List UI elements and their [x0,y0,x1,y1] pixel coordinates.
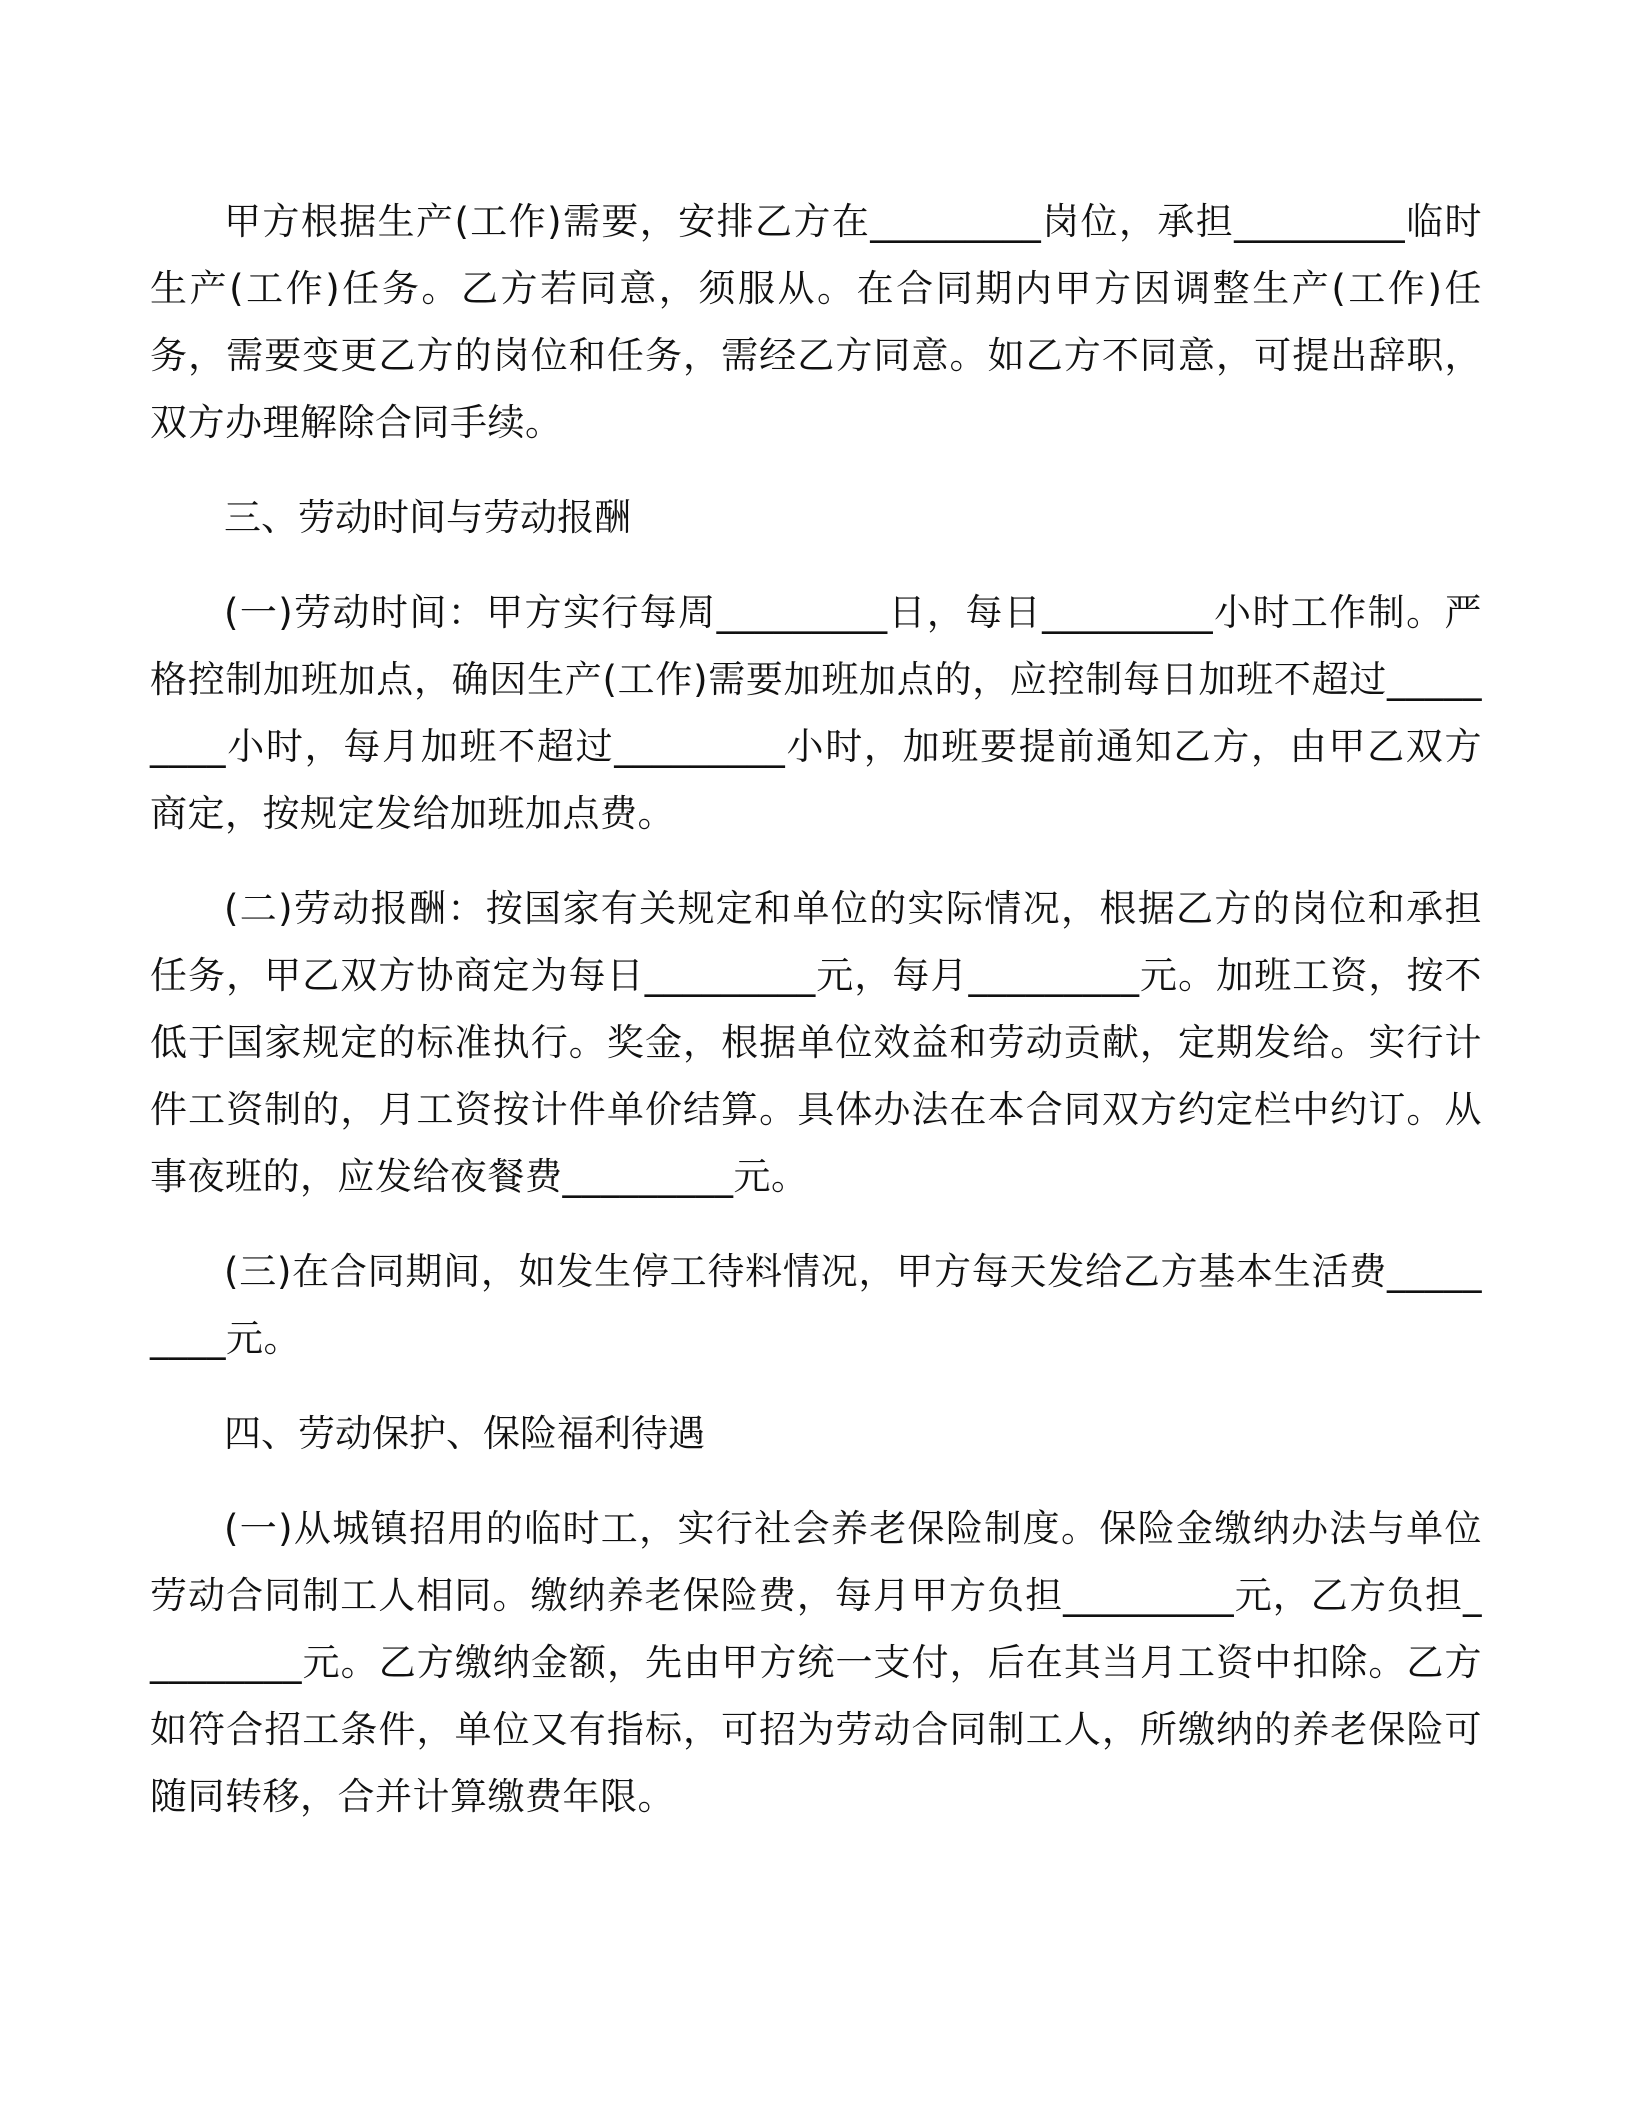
paragraph-remuneration: (二)劳动报酬：按国家有关规定和单位的实际情况，根据乙方的岗位和承担任务，甲乙双方协商定为每日_________元，每月_________元。加班工资，按不低于国家规定的标准执行。奖金，根据单位效益和劳动贡献，定期发给。实行计件工资制的，月工资按计件单价结算。具体办法在本合同双方约定栏中约订。从事夜班的，应发给夜餐费_________元。 [150,887,1482,1198]
document-page [150,188,1482,1830]
paragraph-working-hours: (一)劳动时间：甲方实行每周_________日，每日_________小时工作制。严格控制加班加点，确因生产(工作)需要加班加点的，应控制每日加班不超过_________小时，每月加班不超过_________小时，加班要提前通知乙方，由甲乙双方商定，按规定发给加班加点费。 [150,591,1482,835]
paragraph-work-stoppage: (三)在合同期间，如发生停工待料情况，甲方每天发给乙方基本生活费_________元。 [150,1250,1482,1360]
paragraph-job-assignment: 甲方根据生产(工作)需要，安排乙方在_________岗位，承担_________临时生产(工作)任务。乙方若同意，须服从。在合同期内甲方因调整生产(工作)任务，需要变更乙方的岗位和任务，需经乙方同意。如乙方不同意，可提出辞职，双方办理解除合同手续。 [150,200,1482,444]
section-heading-4: 四、劳动保护、保险福利待遇 [224,1412,705,1455]
paragraph-pension-insurance: (一)从城镇招用的临时工，实行社会养老保险制度。保险金缴纳办法与单位劳动合同制工人相同。缴纳养老保险费，每月甲方负担_________元，乙方负担_________元。乙方缴纳金额，先由甲方统一支付，后在其当月工资中扣除。乙方如符合招工条件，单位又有指标，可招为劳动合同制工人，所缴纳的养老保险可随同转移，合并计算缴费年限。 [150,1507,1482,1818]
section-heading-3: 三、劳动时间与劳动报酬 [224,496,631,539]
